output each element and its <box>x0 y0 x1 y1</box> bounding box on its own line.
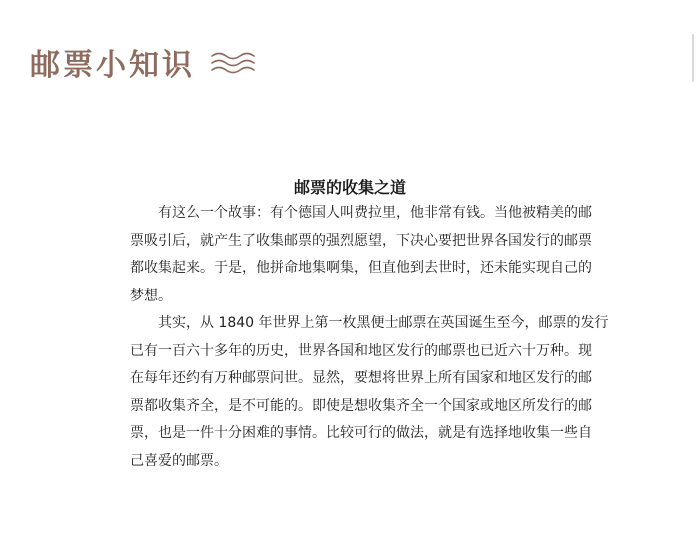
text-line: 已有一百六十多年的历史，世界各国和地区发行的邮票也已近六十万种。现 <box>130 342 592 359</box>
scroll-indicator[interactable] <box>692 34 694 82</box>
text-line: 票都收集齐全，是不可能的。即使是想收集齐全一个国家或地区所发行的邮 <box>130 397 592 414</box>
wave-lines-icon <box>210 50 260 78</box>
article-title: 邮票的收集之道 <box>293 178 406 197</box>
section-title: 邮票小知识 <box>30 48 195 83</box>
text-line: 票吸引后，就产生了收集邮票的强烈愿望，下决心要把世界各国发行的邮票 <box>130 232 592 249</box>
text-line: 票，也是一件十分困难的事情。比较可行的做法，就是有选择地收集一些自 <box>130 425 592 441</box>
article-body <box>130 200 609 475</box>
text-line: 有这么一个故事：有个德国人叫费拉里，他非常有钱。当他被精美的邮 <box>158 205 592 221</box>
paragraph <box>130 310 609 475</box>
paragraph <box>130 200 602 310</box>
text-line: 梦想。 <box>130 287 172 304</box>
text-line: 在每年还约有万种邮票问世。显然，要想将世界上所有国家和地区发行的邮 <box>130 370 592 386</box>
text-line: 都收集起来。于是，他拼命地集啊集，但直他到去世时，还未能实现自己的 <box>130 260 592 276</box>
text-line: 己喜爱的邮票。 <box>130 452 228 469</box>
text-line: 其实，从 1840 年世界上第一枚黑便士邮票在英国诞生至今，邮票的发行 <box>158 315 609 331</box>
